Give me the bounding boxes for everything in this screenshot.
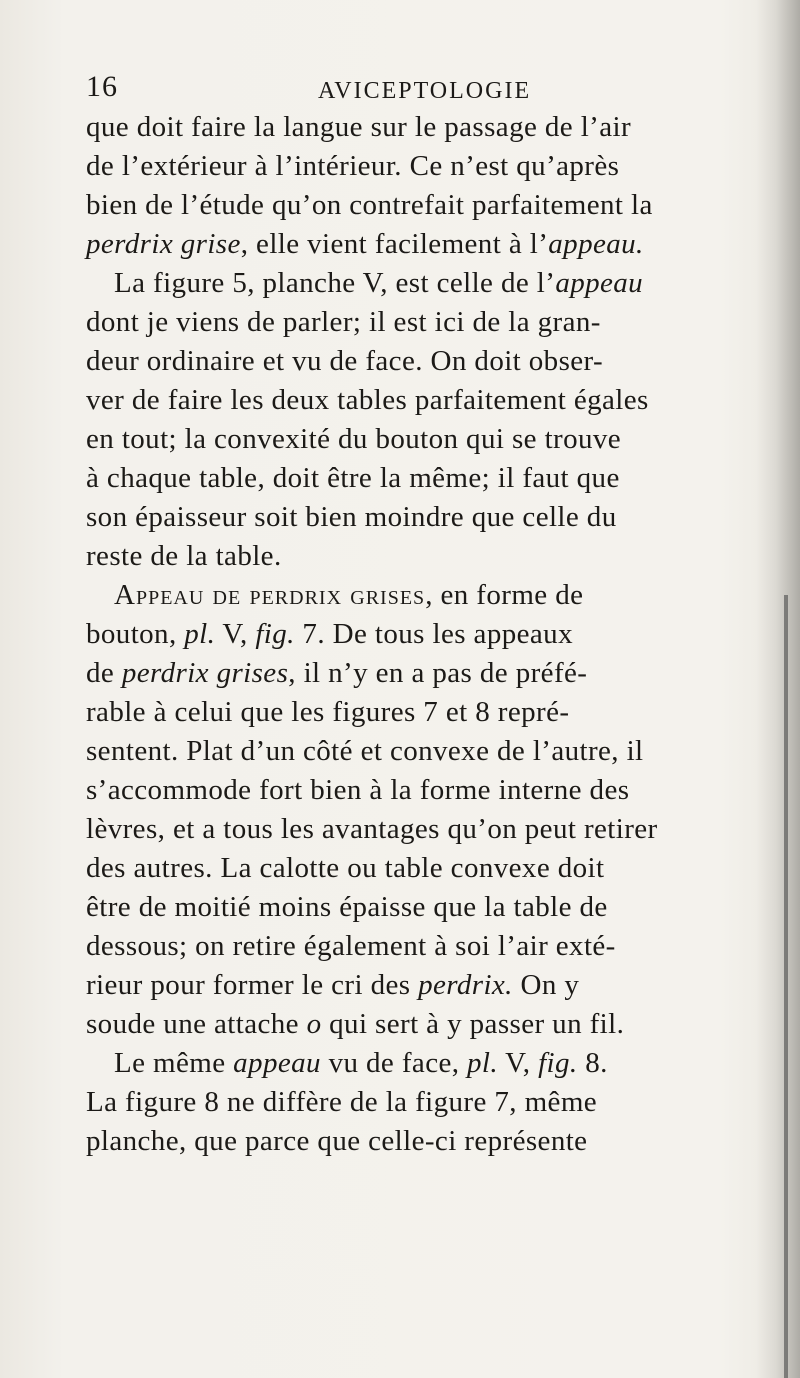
text-line [86, 225, 766, 264]
text-run: La figure 8 ne diffère de la figure 7, même [86, 1086, 598, 1118]
italic-text: fig. [255, 618, 295, 650]
text-run: dont je viens de parler; il est ici de la gran- [86, 306, 601, 338]
text-line [86, 459, 766, 498]
text-run: à chaque table, doit être la même; il faut que [86, 462, 620, 494]
text-run: On y [512, 969, 580, 1001]
text-line [86, 498, 766, 537]
text-run: bien de l’étude qu’on contrefait parfaitement la [86, 189, 653, 221]
text-run: être de moitié moins épaisse que la table de [86, 891, 608, 923]
text-run: dessous; on retire également à soi l’air exté- [86, 930, 616, 962]
body-text [86, 108, 766, 1161]
text-line [86, 1044, 766, 1083]
text-run: s’accommode fort bien à la forme interne des [86, 774, 630, 806]
italic-text: perdrix grise [86, 228, 241, 260]
text-run: V, [498, 1047, 539, 1079]
text-line [86, 810, 766, 849]
text-run: 8. [577, 1047, 608, 1079]
text-line [86, 615, 766, 654]
page-gutter-shadow [756, 0, 800, 1378]
text-line [86, 927, 766, 966]
text-run: soude une attache [86, 1008, 307, 1040]
italic-text: perdrix. [418, 969, 513, 1001]
text-line [86, 264, 766, 303]
italic-text: perdrix grises [121, 657, 289, 689]
text-run: lèvres, et a tous les avantages qu’on peut retirer [86, 813, 658, 845]
small-caps-heading: Appeau de perdrix grises [114, 579, 426, 611]
text-run: vu de face, [320, 1047, 468, 1079]
text-line [86, 849, 766, 888]
text-run: sentent. Plat d’un côté et convexe de l’autre, il [86, 735, 644, 767]
text-run: , il n’y en a pas de préfé- [288, 657, 588, 689]
italic-text: appeau [555, 267, 644, 299]
text-line [86, 342, 766, 381]
page-number: 16 [86, 70, 118, 103]
text-run: rieur pour former le cri des [86, 969, 419, 1001]
text-line [86, 888, 766, 927]
text-line [86, 381, 766, 420]
text-run: deur ordinaire et vu de face. On doit obser- [86, 345, 604, 377]
text-run: , elle vient facilement à l’ [240, 228, 549, 260]
text-run: , en forme de [425, 579, 584, 611]
text-line [86, 108, 766, 147]
italic-text: o [306, 1008, 322, 1040]
text-line [86, 771, 766, 810]
italic-text: fig. [538, 1047, 578, 1079]
text-run: reste de la table. [86, 540, 282, 572]
text-line [86, 966, 766, 1005]
text-line [86, 1083, 766, 1122]
text-run: bouton, [86, 618, 185, 650]
text-line [86, 1005, 766, 1044]
text-run: 7. De tous les appeaux [294, 618, 573, 650]
text-run: que doit faire la langue sur le passage de l’air [86, 111, 632, 143]
running-head: AVICEPTOLOGIE [318, 78, 532, 104]
text-run: son épaisseur soit bien moindre que celle du [86, 501, 617, 533]
text-run: rable à celui que les figures 7 et 8 repré- [86, 696, 570, 728]
text-line [86, 693, 766, 732]
text-line [86, 186, 766, 225]
text-run: planche, que parce que celle-ci représente [86, 1125, 588, 1157]
text-line [86, 732, 766, 771]
italic-text: pl. [184, 618, 216, 650]
text-line [86, 654, 766, 693]
text-run: qui sert à y passer un fil. [321, 1008, 625, 1040]
text-line [86, 147, 766, 186]
italic-text: appeau. [548, 228, 644, 260]
italic-text: appeau [233, 1047, 321, 1079]
text-line [86, 420, 766, 459]
page-edge-line [784, 595, 788, 1378]
text-run: de l’extérieur à l’intérieur. Ce n’est qu’après [86, 150, 620, 182]
text-run: V, [215, 618, 256, 650]
text-line [86, 303, 766, 342]
text-run: La figure 5, planche V, est celle de l’ [114, 267, 556, 299]
text-run: Le même [114, 1047, 234, 1079]
text-run: ver de faire les deux tables parfaitement égales [86, 384, 649, 416]
text-line [86, 537, 766, 576]
text-line [86, 576, 766, 615]
italic-text: pl. [467, 1047, 499, 1079]
page-header [86, 70, 720, 110]
text-line [86, 1122, 766, 1161]
text-run: de [86, 657, 122, 689]
text-run: des autres. La calotte ou table convexe doit [86, 852, 605, 884]
text-run: en tout; la convexité du bouton qui se trouve [86, 423, 622, 455]
